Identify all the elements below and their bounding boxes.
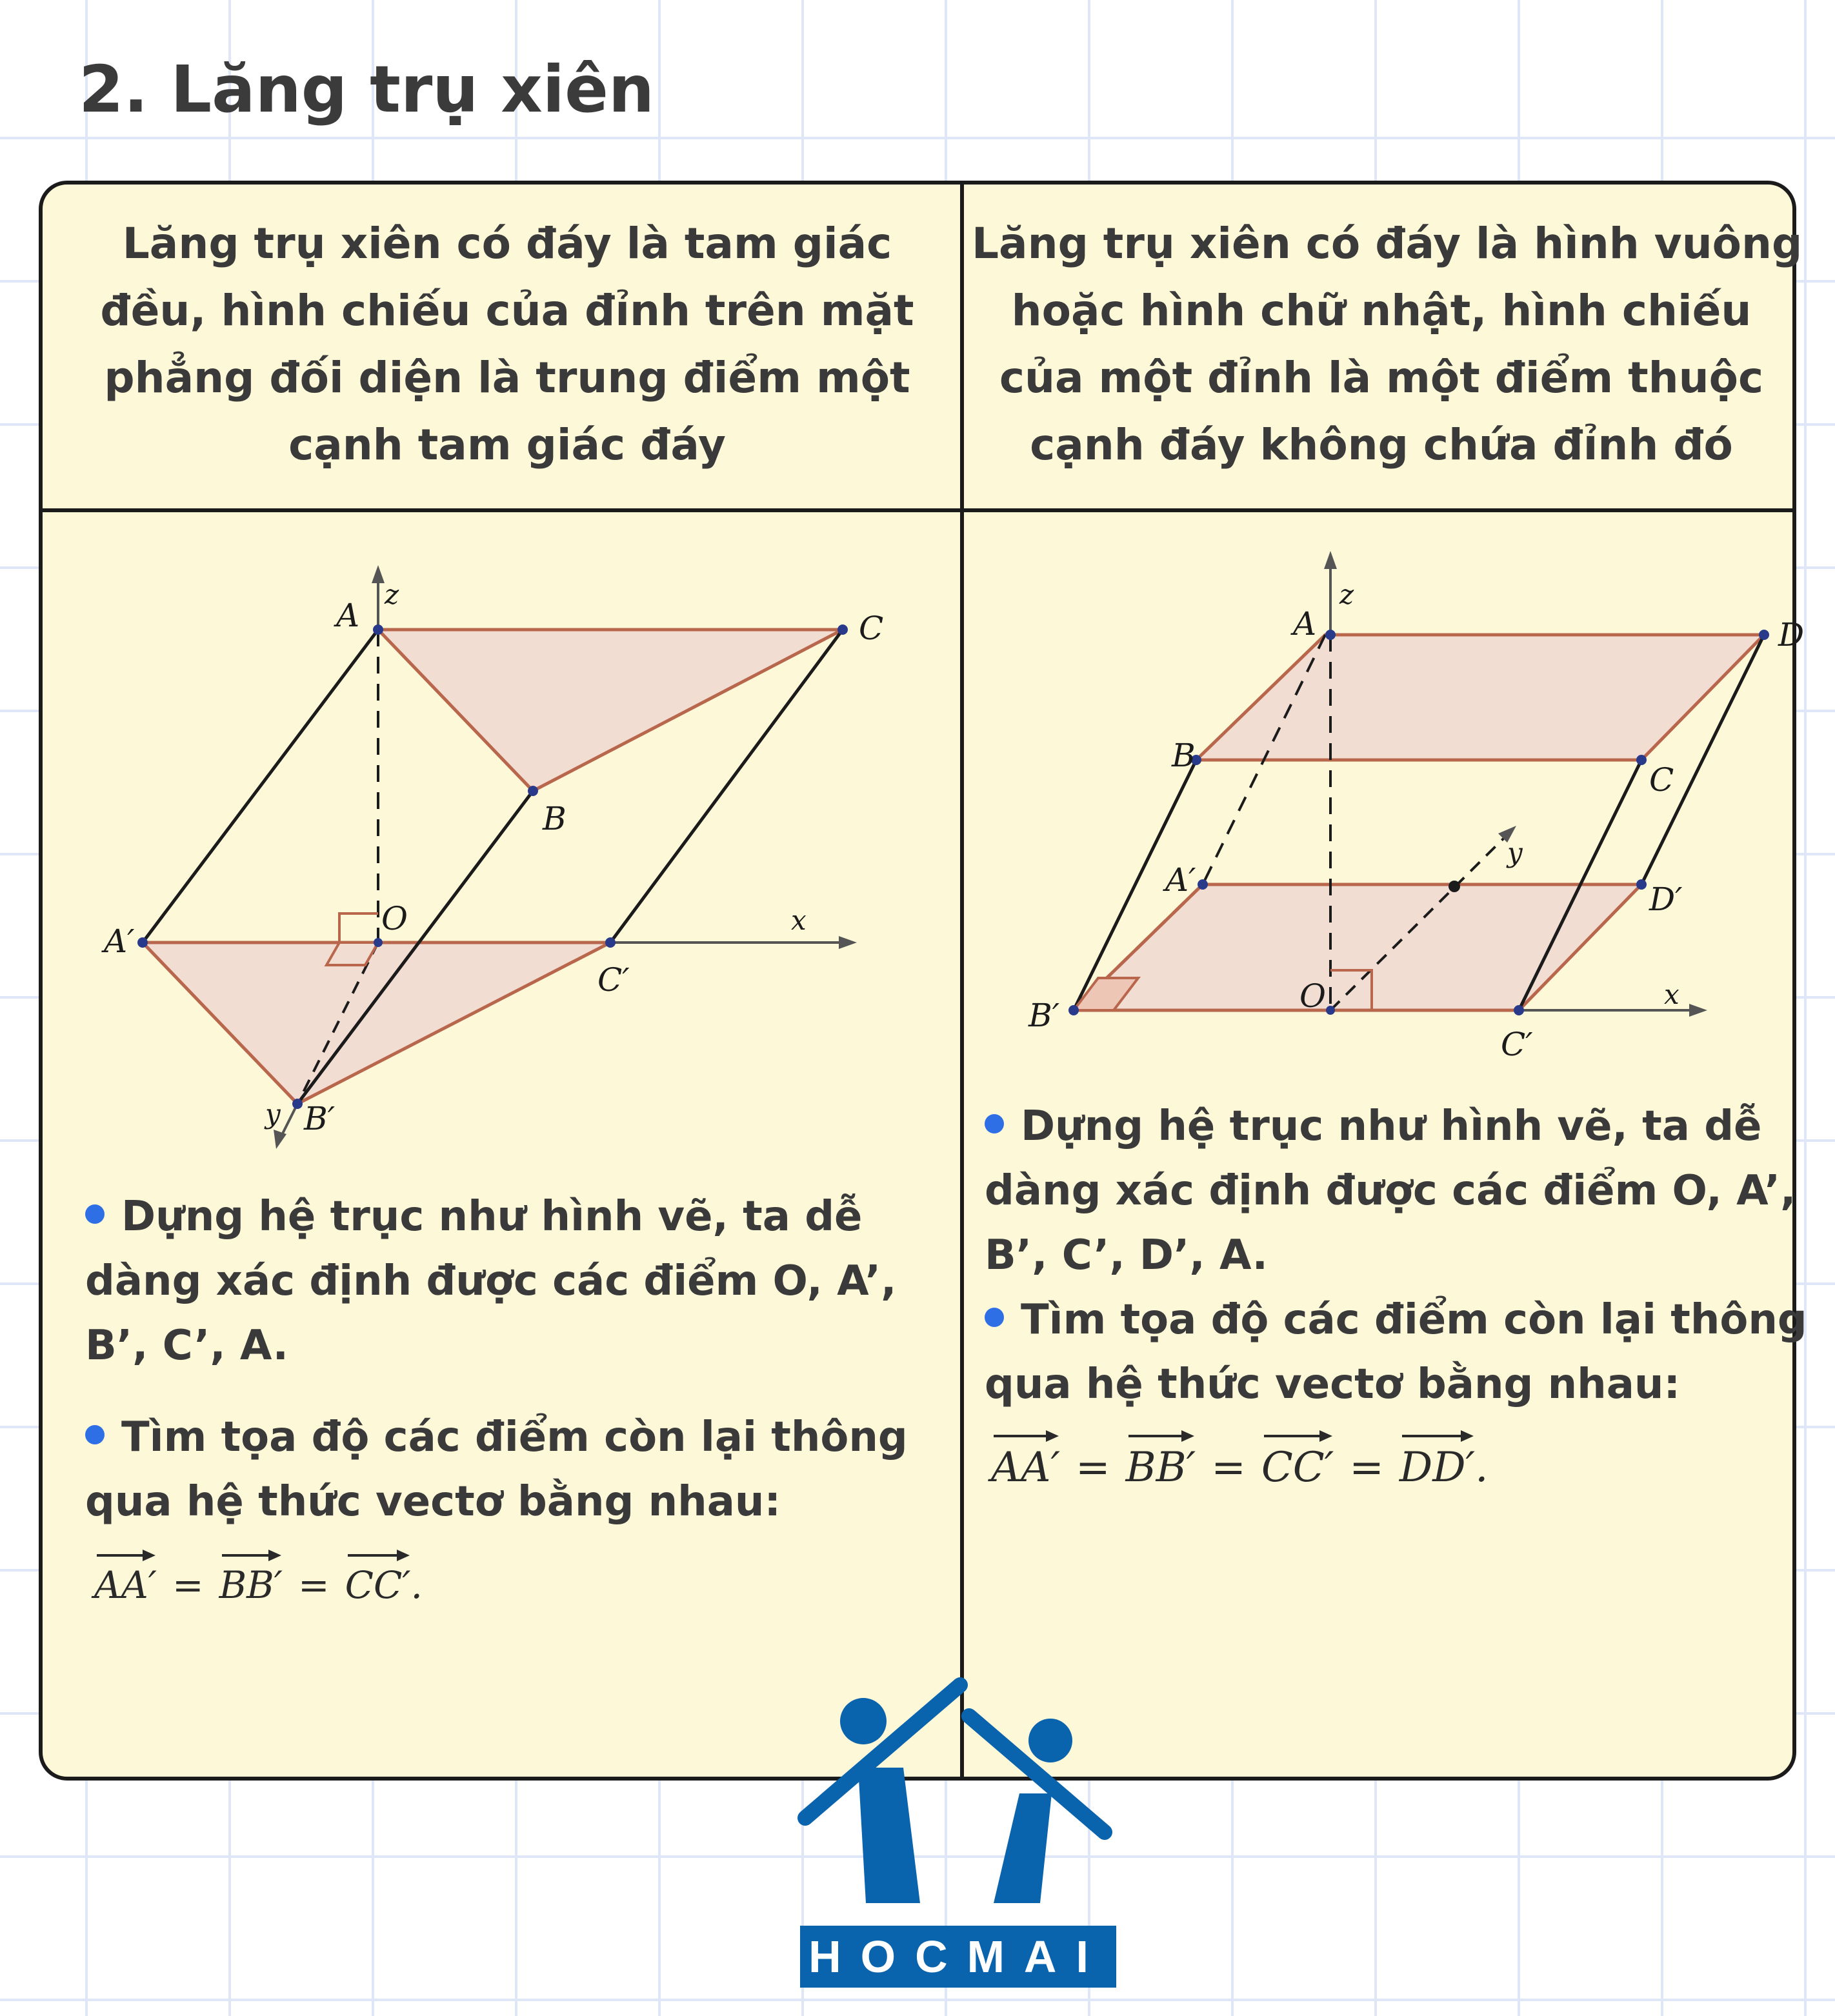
label-c: C — [1649, 761, 1674, 799]
bullet-item — [85, 1405, 908, 1534]
header-line: phẳng đối diện là trung điểm một — [104, 353, 910, 403]
bottom-face — [1074, 884, 1641, 1010]
vector: BB′ — [1126, 1430, 1196, 1492]
bullet-item — [85, 1184, 908, 1378]
vector: AA′ — [991, 1430, 1060, 1492]
label-a-prime: A′ — [104, 923, 135, 960]
label-d: D — [1778, 616, 1805, 654]
bullet-dot — [85, 1204, 105, 1224]
axis-point — [1449, 881, 1460, 892]
header-line: cạnh tam giác đáy — [288, 420, 726, 470]
right-bullets — [985, 1094, 1807, 1417]
label-b: B — [543, 800, 567, 837]
bullet-text: dàng xác định được các điểm O, A’, — [985, 1167, 1796, 1215]
origin-point — [374, 938, 383, 947]
logo-figure-body — [858, 1768, 920, 1903]
lateral-edge — [143, 630, 378, 943]
vertex-point — [1325, 630, 1336, 640]
logo-figure-head — [1028, 1719, 1072, 1762]
label-z: z — [385, 579, 399, 610]
formula-end: . — [1475, 1444, 1489, 1492]
label-b: B — [1172, 737, 1196, 774]
label-o: O — [381, 900, 408, 937]
left-column-header — [75, 210, 939, 479]
right-column-header — [972, 210, 1803, 479]
comparison-table — [39, 181, 1807, 1781]
bullet-text: qua hệ thức vectơ bằng nhau: — [85, 1478, 781, 1526]
left-bullets — [85, 1184, 908, 1534]
bullet-text: dàng xác định được các điểm O, A’, — [85, 1257, 897, 1305]
bullet-text: Dựng hệ trục như hình vẽ, ta dễ — [121, 1193, 863, 1241]
vertex-point — [137, 937, 148, 948]
bullet-item — [985, 1094, 1807, 1288]
bullet-text: Tìm tọa độ các điểm còn lại thông — [121, 1413, 908, 1461]
vertex-point — [605, 937, 616, 948]
bullet-dot — [85, 1425, 105, 1444]
right-angle-mark — [339, 913, 378, 943]
label-z: z — [1339, 579, 1354, 610]
vector: CC′ — [345, 1549, 411, 1607]
vector: BB′ — [219, 1549, 283, 1607]
vertex-point — [373, 624, 383, 635]
vector: AA′ — [94, 1549, 157, 1607]
top-face-abc — [378, 630, 843, 791]
vector: DD′ — [1399, 1430, 1475, 1492]
bullet-text: B’, C’, D’, A. — [985, 1232, 1268, 1279]
z-arrow — [1324, 551, 1337, 569]
header-line: hoặc hình chữ nhật, hình chiếu — [1011, 286, 1752, 335]
header-line: Lăng trụ xiên có đáy là hình vuông — [972, 219, 1803, 268]
label-y: y — [1507, 837, 1523, 868]
bullet-dot — [985, 1114, 1004, 1133]
header-divider — [43, 508, 1792, 512]
vector-formula-left: AA′ = BB′ = CC′. — [94, 1549, 423, 1607]
vertex-point — [292, 1099, 303, 1109]
header-line: Lăng trụ xiên có đáy là tam giác — [122, 219, 892, 268]
header-line: đều, hình chiếu của đỉnh trên mặt — [100, 286, 914, 335]
header-line: cạnh đáy không chứa đỉnh đó — [1030, 420, 1733, 470]
bullet-text: qua hệ thức vectơ bằng nhau: — [985, 1361, 1681, 1408]
vertex-point — [1198, 879, 1208, 890]
vertex-point — [1636, 879, 1647, 890]
label-a: A — [336, 597, 360, 634]
bullet-text: Tìm tọa độ các điểm còn lại thông — [1021, 1296, 1807, 1344]
logo-figure-body — [994, 1793, 1052, 1903]
vertex-point — [1514, 1005, 1524, 1015]
bullet-text: B’, C’, A. — [85, 1322, 288, 1370]
label-c-prime: C′ — [1501, 1026, 1533, 1063]
z-arrow — [372, 565, 385, 583]
vertex-point — [1068, 1005, 1079, 1015]
label-x: x — [1664, 979, 1680, 1010]
label-y: y — [265, 1098, 281, 1130]
label-a: A — [1293, 605, 1317, 643]
vertex-point — [837, 624, 848, 635]
label-d-prime: D′ — [1649, 881, 1683, 918]
label-a-prime: A′ — [1165, 861, 1196, 899]
label-c: C — [859, 610, 884, 647]
hocmai-logo — [794, 1671, 1129, 1906]
bottom-face — [143, 943, 610, 1104]
x-arrow — [839, 936, 857, 949]
vector: CC′ — [1261, 1430, 1334, 1492]
vertex-point — [1759, 630, 1769, 640]
top-face-abcd — [1196, 635, 1764, 760]
bullet-dot — [985, 1308, 1004, 1327]
x-arrow — [1689, 1004, 1707, 1017]
page-title: 2. Lăng trụ xiên — [79, 52, 655, 127]
bullet-item — [985, 1288, 1807, 1417]
logo-figure-head — [840, 1698, 887, 1744]
vertex-point — [528, 786, 538, 796]
logo-wordmark: HOCMAI — [800, 1926, 1116, 1988]
label-b-prime: B′ — [304, 1100, 336, 1137]
y-arrow — [274, 1130, 286, 1149]
label-c-prime: C′ — [597, 961, 630, 999]
origin-point — [1326, 1006, 1335, 1015]
label-b-prime: B′ — [1028, 997, 1060, 1034]
header-line: của một đỉnh là một điểm thuộc — [999, 353, 1764, 403]
y-axis-tail — [281, 1104, 297, 1136]
bullet-text: Dựng hệ trục như hình vẽ, ta dễ — [1021, 1103, 1762, 1150]
vector-formula-right: AA′ = BB′ = CC′ = DD′. — [991, 1430, 1488, 1492]
label-x: x — [791, 904, 807, 936]
formula-end: . — [410, 1563, 423, 1607]
label-o: O — [1299, 977, 1326, 1015]
vertex-point — [1636, 755, 1647, 765]
